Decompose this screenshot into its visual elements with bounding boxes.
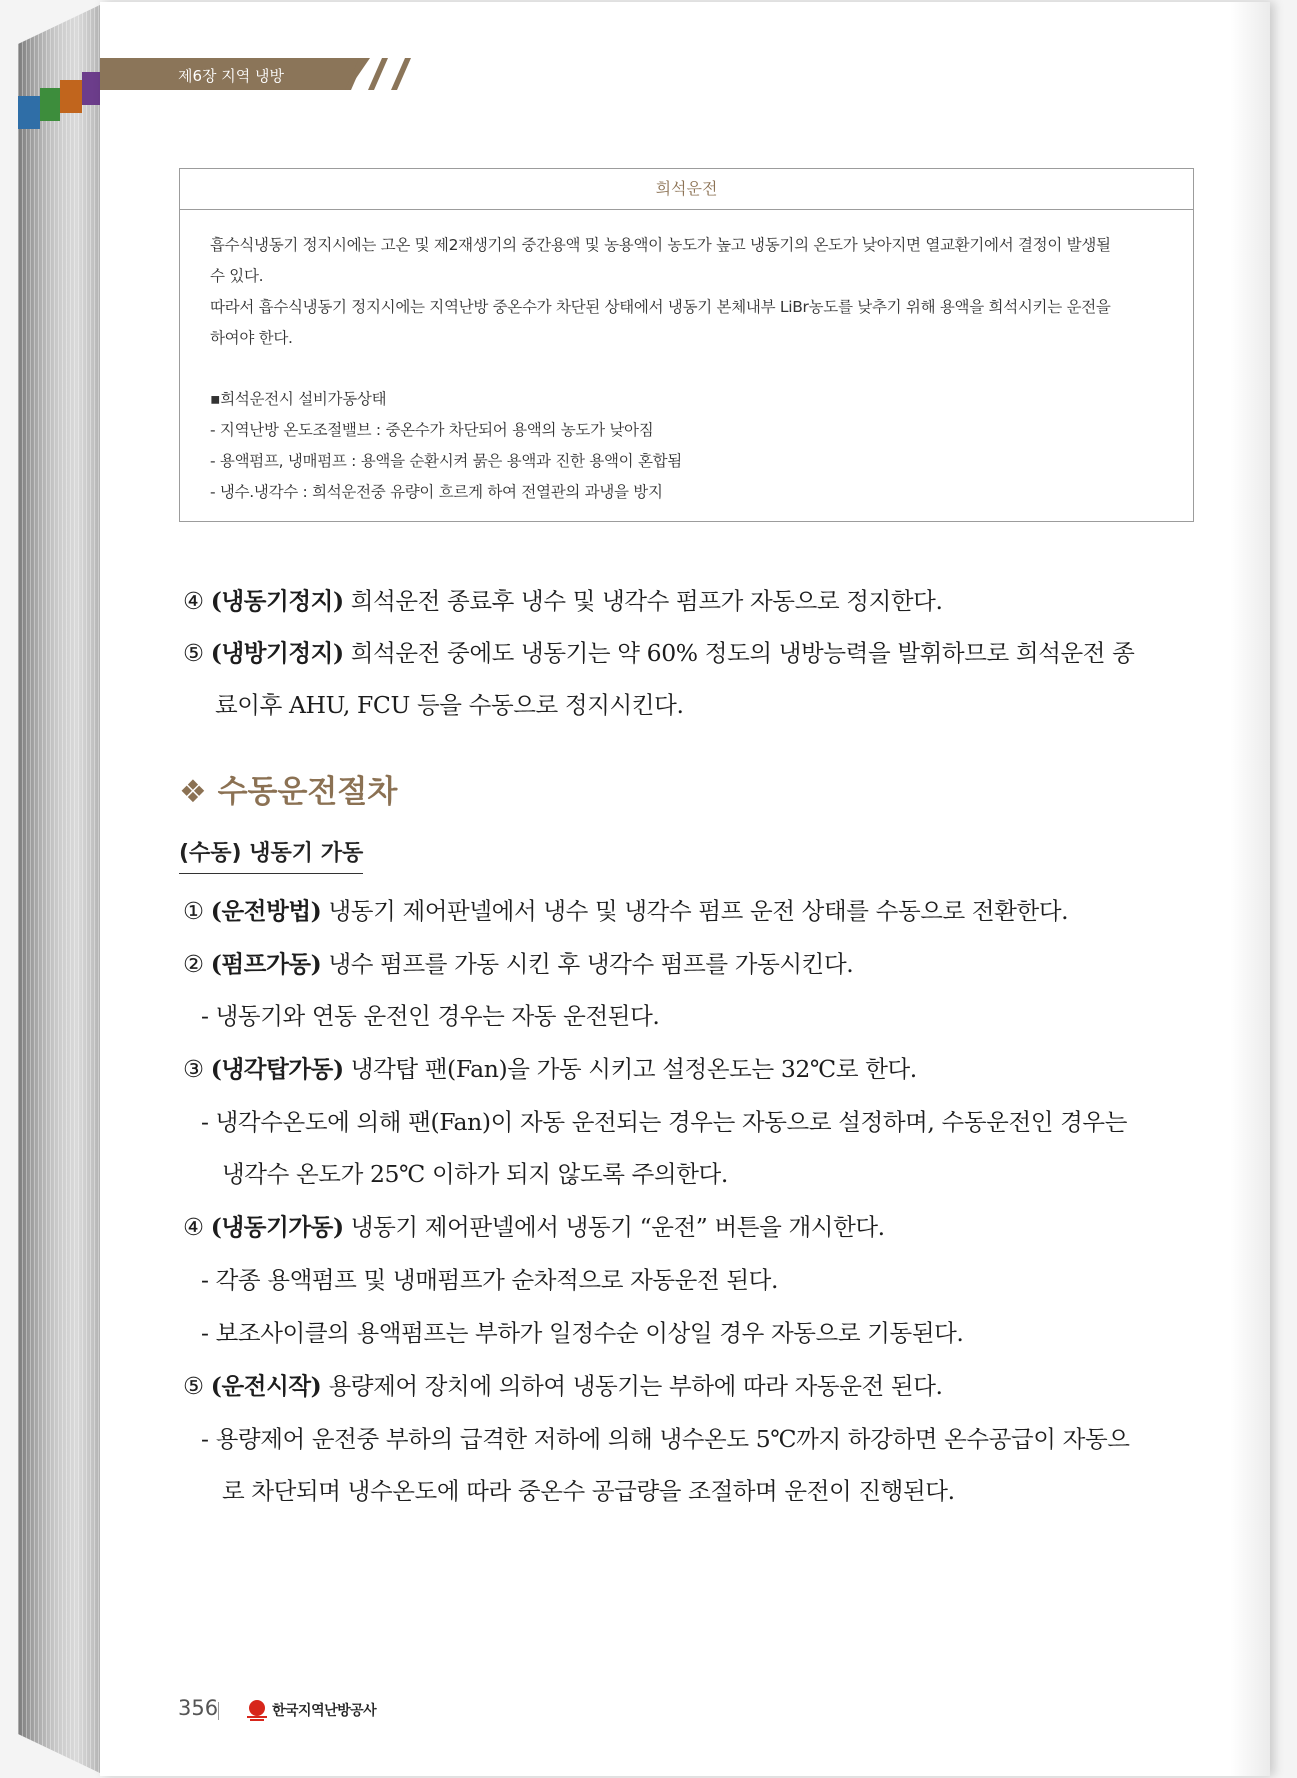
info-paragraph: 수 있다.	[210, 267, 264, 285]
header-slash-2	[368, 58, 388, 90]
step-number: ④	[183, 1213, 204, 1241]
section-tab-green	[40, 88, 60, 121]
step-label: (펌프가동)	[210, 950, 322, 978]
note-text: 냉각수 온도가 25℃ 이하가 되지 않도록 주의한다.	[222, 1160, 728, 1188]
step-label: (운전방법)	[210, 897, 322, 925]
upper-step	[183, 582, 943, 616]
step-text: 희석운전 중에도 냉동기는 약 60% 정도의 냉방능력을 발휘하므로 희석운전 종	[343, 639, 1135, 667]
procedure-step	[183, 892, 1068, 926]
step-label: (냉방기정지)	[210, 639, 344, 667]
dilution-info-box	[179, 168, 1194, 522]
step-label: (냉동기가동)	[210, 1213, 344, 1241]
step-text: 용량제어 장치에 의하여 냉동기는 부하에 따라 자동운전 된다.	[321, 1372, 943, 1400]
info-box-body	[180, 210, 1193, 508]
page-shadow	[1230, 2, 1270, 1776]
info-sub-item: - 냉수.냉각수 : 희석운전중 유량이 흐르게 하여 전열관의 과냉을 방지	[210, 483, 663, 501]
note-text: 로 차단되며 냉수온도에 따라 중온수 공급량을 조절하며 운전이 진행된다.	[222, 1477, 955, 1505]
procedure-note	[201, 1261, 778, 1295]
step-text: 냉동기 제어판넬에서 냉동기 “운전” 버튼을 개시한다.	[343, 1213, 885, 1241]
chapter-title: 제6장 지역 냉방	[178, 67, 285, 85]
step-number: ④	[183, 587, 204, 615]
step-text: 냉수 펌프를 가동 시킨 후 냉각수 펌프를 가동시킨다.	[321, 950, 854, 978]
page-stack	[18, 4, 102, 1774]
info-spacer	[210, 354, 1163, 384]
upper-step-continuation	[215, 686, 684, 720]
step-text: 희석운전 종료후 냉수 및 냉각수 펌프가 자동으로 정지한다.	[343, 587, 943, 615]
note-text: - 냉각수온도에 의해 팬(Fan)이 자동 운전되는 경우는 자동으로 설정하며, 수동운전인 경우는	[201, 1108, 1128, 1136]
step-label: (운전시작)	[210, 1372, 322, 1400]
step-label: (냉동기정지)	[210, 587, 344, 615]
section-tab-purple	[82, 72, 102, 105]
info-sub-item: - 용액펌프, 냉매펌프 : 용액을 순환시켜 묽은 용액과 진한 용액이 혼합됨	[210, 452, 682, 470]
step-number: ①	[183, 897, 204, 925]
step-number: ②	[183, 950, 204, 978]
procedure-note	[201, 997, 659, 1031]
step-number: ⑤	[183, 1372, 204, 1400]
step-text: 냉동기 제어판넬에서 냉수 및 냉각수 펌프 운전 상태를 수동으로 전환한다.	[321, 897, 1069, 925]
page-stack-lines	[18, 4, 102, 1774]
procedure-note	[201, 1103, 1127, 1137]
note-text: - 각종 용액펌프 및 냉매펌프가 순차적으로 자동운전 된다.	[201, 1266, 779, 1294]
procedure-note-continuation	[222, 1155, 728, 1189]
footer-separator	[218, 1702, 219, 1720]
section-tab-blue	[18, 96, 40, 129]
step-number: ⑤	[183, 639, 204, 667]
company-logo-text: 한국지역난방공사	[272, 1703, 377, 1719]
info-box-title: 희석운전	[180, 169, 1193, 210]
procedure-note-continuation	[222, 1472, 955, 1506]
info-sub-item: - 지역난방 온도조절밸브 : 중온수가 차단되어 용액의 농도가 낮아짐	[210, 421, 654, 439]
step-number: ③	[183, 1055, 204, 1083]
section-tab-orange	[60, 80, 82, 113]
procedure-note	[201, 1314, 964, 1348]
procedure-step	[183, 1208, 885, 1242]
info-bullet-heading: ▪희석운전시 설비가동상태	[210, 390, 387, 408]
header-slash-3	[391, 58, 411, 90]
info-paragraph: 흡수식냉동기 정지시에는 고온 및 제2재생기의 중간용액 및 농용액이 농도가 높고 냉동기의 온도가 낮아지면 열교환기에서 결정이 발생될	[210, 236, 1111, 254]
procedure-step	[183, 1050, 917, 1084]
note-text: - 냉동기와 연동 운전인 경우는 자동 운전된다.	[201, 1002, 660, 1030]
document-page	[100, 2, 1270, 1776]
sub-title: (수동) 냉동기 가동	[179, 836, 363, 874]
section-title: ❖ 수동운전절차	[179, 774, 398, 810]
procedure-step	[183, 945, 853, 979]
note-text: - 용량제어 운전중 부하의 급격한 저하에 의해 냉수온도 5℃까지 하강하면 온수공급이 자동으	[201, 1425, 1130, 1453]
procedure-note	[201, 1420, 1130, 1454]
company-logo-icon	[245, 1698, 269, 1722]
note-text: - 보조사이클의 용액펌프는 부하가 일정수순 이상일 경우 자동으로 기동된다.	[201, 1319, 964, 1347]
step-label: (냉각탑가동)	[210, 1055, 344, 1083]
upper-step	[183, 634, 1134, 668]
procedure-step	[183, 1367, 943, 1401]
page-number: 356	[178, 1696, 219, 1720]
step-text: 냉각탑 팬(Fan)을 가동 시키고 설정온도는 32℃로 한다.	[343, 1055, 917, 1083]
info-paragraph: 따라서 흡수식냉동기 정지시에는 지역난방 중온수가 차단된 상태에서 냉동기 본체내부 LiBr농도를 낮추기 위해 용액을 희석시키는 운전을	[210, 298, 1111, 316]
step-text: 료이후 AHU, FCU 등을 수동으로 정지시킨다.	[215, 691, 684, 719]
info-paragraph: 하여야 한다.	[210, 329, 293, 347]
